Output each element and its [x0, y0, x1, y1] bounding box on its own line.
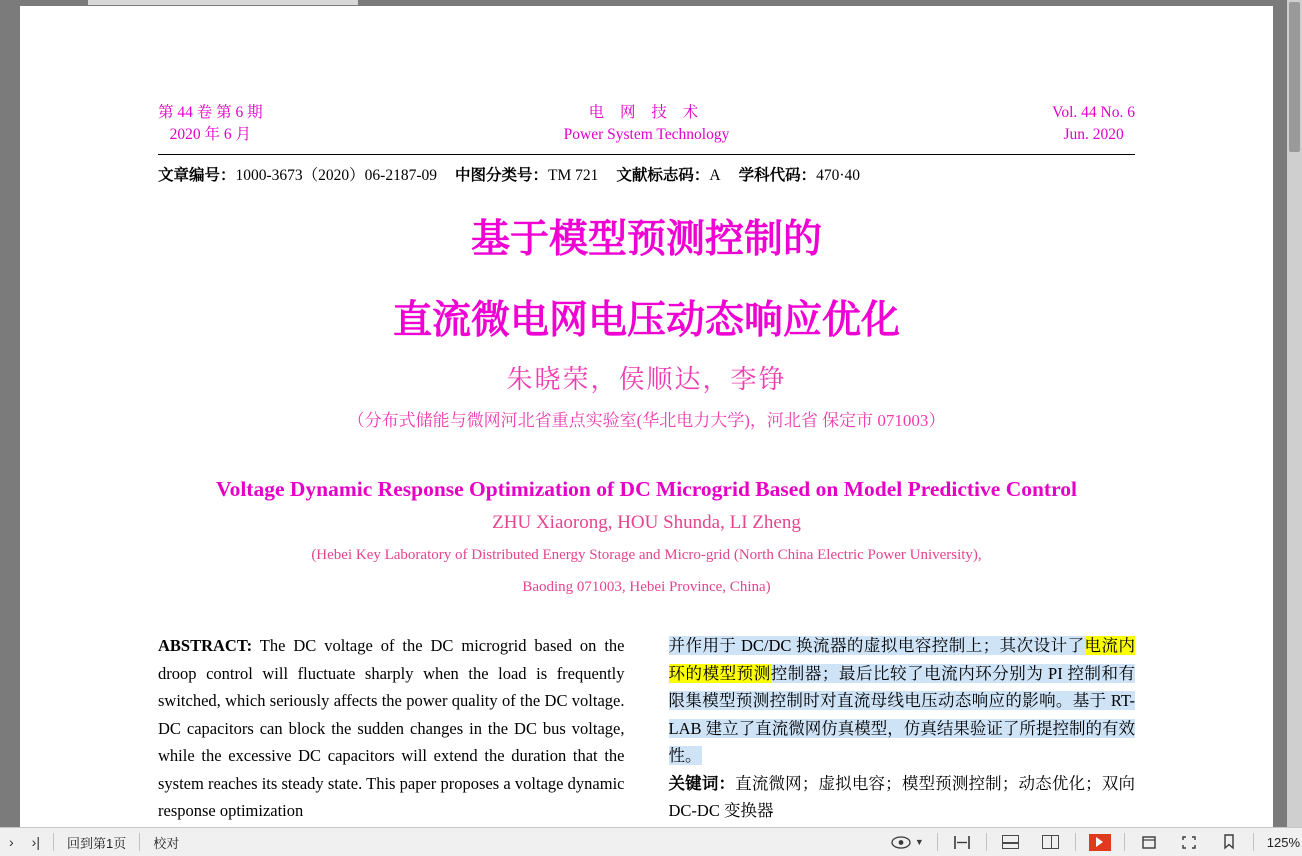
header-divider [158, 154, 1135, 155]
skip-to-end-icon: ›| [31, 834, 40, 850]
abstract-label: ABSTRACT: [158, 636, 253, 655]
highlight-yellow: 电流内环的模型预测 [668, 636, 1135, 683]
highlight-blue-first: 并作用于 DC/DC 换流器的虚拟电容控制上；其次设计了 [668, 636, 1085, 655]
journal-name-block [158, 102, 1135, 146]
chevron-down-icon: ▼ [914, 837, 924, 847]
single-page-icon [1000, 832, 1022, 852]
vertical-scrollbar[interactable] [1287, 0, 1302, 828]
document-page [20, 6, 1273, 828]
back-to-first-page-button[interactable]: 回到第1页 [66, 835, 127, 851]
fit-width-icon [951, 832, 973, 852]
article-number-value: 1000-3673（2020）06-2187-09 [235, 167, 438, 184]
play-icon [1089, 832, 1111, 852]
eye-icon [890, 832, 912, 852]
view-mode-button[interactable] [881, 828, 933, 856]
clc-label: 中图分类号： [455, 167, 549, 184]
journal-name-en: Power System Technology [563, 126, 730, 143]
single-page-button[interactable] [991, 828, 1031, 856]
subject-code-value: 470·40 [816, 167, 861, 184]
article-metadata-line [158, 163, 1135, 185]
authors-cn: 朱晓荣，侯顺达，李铮 [506, 365, 787, 394]
abstract-text: The DC voltage of the DC microgrid based on the droop control will fluctuate sharply when the load is frequently switched, which seriously affects the power quality of the DC voltage. DC capacitors can block the sudden changes in the DC bus voltage, while the excessive DC capacitors will extend the duration that the system reaches its steady state. This paper proposes a voltage dynamic response optimization [158, 636, 625, 820]
left-gutter [0, 0, 20, 828]
clc-value: TM 721 [548, 167, 599, 184]
toolbar-divider [1124, 833, 1125, 851]
journal-date-en: Jun. 2020 [1063, 126, 1124, 143]
abstract-cn-paragraph [669, 632, 1136, 770]
journal-volume: 第 44 卷 第 6 期 [158, 104, 263, 121]
authors-en: ZHU Xiaorong, HOU Shunda, LI Zheng [492, 512, 801, 533]
subject-code-label: 学科代码： [738, 167, 817, 184]
highlight-blue-second: 控制器；最后比较了电流内环分别为 PI 控制和有限集模型预测控制时对直流母线电压动态响应的影响。基于 RT-LAB 建立了直流微网仿真模型，仿真结果验证了所提控制的有效性。 [668, 663, 1136, 765]
body-columns [158, 632, 1135, 825]
rotate-button[interactable] [1129, 828, 1169, 856]
two-page-button[interactable] [1031, 828, 1071, 856]
toolbar-divider [53, 833, 54, 851]
doc-code-label: 文献标志码： [616, 167, 710, 184]
select-area-icon [1178, 832, 1200, 852]
journal-header [158, 102, 1135, 150]
journal-date-cn: 2020 年 6 月 [169, 126, 252, 143]
last-page-button[interactable] [23, 828, 49, 856]
title-en: Voltage Dynamic Response Optimization of DC Microgrid Based on Model Predictive Control [216, 477, 1077, 501]
journal-vol-en: Vol. 44 No. 6 [1052, 104, 1135, 121]
journal-vol-en-block [1052, 102, 1135, 146]
article-number-label: 文章编号： [158, 167, 236, 184]
affiliation-en-line2: Baoding 071003, Hebei Province, China) [522, 579, 771, 595]
toolbar-divider [937, 833, 938, 851]
title-cn-line1: 基于模型预测控制的 [470, 217, 822, 262]
column-right [669, 632, 1136, 825]
affiliation-cn: （分布式储能与微网河北省重点实验室(华北电力大学)，河北省 保定市 071003） [347, 411, 946, 430]
next-page-button[interactable] [0, 828, 23, 856]
toolbar-divider [139, 833, 140, 851]
document-tab-stub[interactable] [88, 0, 358, 5]
toolbar-divider [1075, 833, 1076, 851]
title-cn-line2: 直流微电网电压动态响应优化 [392, 298, 900, 343]
bookmark-icon [1218, 832, 1240, 852]
toolbar-divider [1253, 833, 1254, 851]
play-button[interactable] [1080, 828, 1120, 856]
keywords-value: 直流微网；虚拟电容；模型预测控制；动态优化；双向 DC-DC 变换器 [668, 773, 1136, 820]
affiliation-en-line1: (Hebei Key Laboratory of Distributed Energy Storage and Micro-grid (North China Electric Power University), [311, 547, 982, 563]
scrollbar-thumb[interactable] [1289, 2, 1300, 152]
zoom-level-value[interactable]: 125% [1266, 834, 1300, 850]
doc-code-value: A [709, 167, 721, 184]
keywords-label: 关键词： [668, 773, 736, 793]
bookmark-button[interactable] [1209, 828, 1249, 856]
select-area-button[interactable] [1169, 828, 1209, 856]
column-left [158, 632, 625, 825]
proofread-button[interactable]: 校对 [153, 835, 180, 851]
two-page-icon [1040, 832, 1062, 852]
keywords-paragraph [669, 770, 1136, 825]
abstract-paragraph [158, 632, 625, 825]
fit-width-button[interactable] [942, 828, 982, 856]
toolbar-divider [986, 833, 987, 851]
bottom-toolbar [0, 827, 1302, 856]
rotate-icon [1138, 832, 1160, 852]
journal-name-cn: 电 网 技 术 [588, 104, 705, 121]
chevron-right-icon: › [9, 834, 14, 850]
